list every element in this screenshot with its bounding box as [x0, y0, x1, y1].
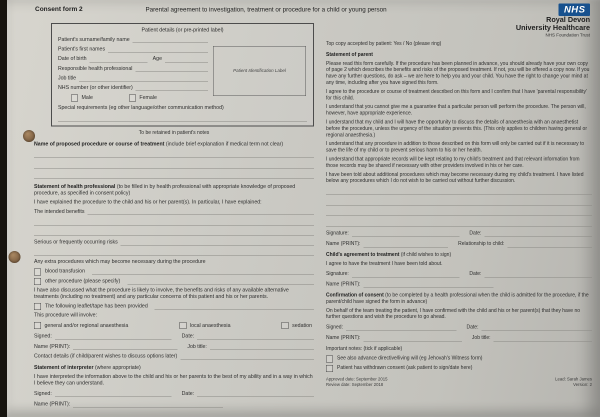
- health-professional-section: [34, 183, 314, 359]
- blank-line: [326, 210, 592, 216]
- blank-line: [34, 162, 314, 168]
- leaflet-option: [34, 303, 314, 310]
- blank-line: [326, 189, 592, 195]
- benefits-label: The intended benefits: [34, 208, 85, 215]
- blank-line: [34, 250, 314, 256]
- leaflet-line: [155, 304, 314, 310]
- special-requirements-label: Special requirements (eg other language/other communication method): [58, 104, 224, 111]
- risks-field: [34, 239, 314, 246]
- male-checkbox: [71, 94, 78, 101]
- confirmation-heading-bold: Confirmation of consent: [326, 292, 384, 298]
- other-procedure-checkbox: [34, 278, 41, 285]
- parent-paragraph: I agree to the procedure or course of treatment described on this form and I confirm that I have 'parental responsibility' for this child.: [326, 88, 587, 101]
- contact-details-line: [180, 354, 314, 360]
- interpreter-heading-note: (where appropriate): [94, 364, 141, 371]
- job-title-line: [79, 75, 208, 81]
- health-professional-heading-bold: Statement of health professional: [34, 183, 116, 190]
- blood-transfusion-line: [92, 269, 314, 275]
- hp-signature-row: [34, 333, 314, 340]
- child-agreement-heading-bold: Child's agreement to treatment: [326, 251, 400, 258]
- patient-id-label-text: Patient Identification Label: [233, 68, 286, 74]
- interpreter-signature-row: [34, 390, 314, 397]
- surname-field: [58, 37, 208, 44]
- confirmation-heading: [326, 292, 592, 305]
- procedure-name-heading-bold: Name of proposed procedure or course of treatment: [34, 140, 165, 147]
- relationship-line: [507, 241, 592, 247]
- health-professional-heading: [34, 183, 314, 196]
- benefits-line: [88, 209, 315, 215]
- parent-name-row: [326, 241, 592, 247]
- footer-version: Version: 2: [573, 381, 592, 387]
- page-title: Parental agreement to investigation, treatment or procedure for a child or young person: [145, 6, 387, 13]
- parent-paragraph: I understand that you cannot give me a guarantee that a particular person will perform the procedure. The person will, however, have appropriate experience.: [326, 104, 586, 117]
- blank-line: [326, 221, 592, 227]
- signed-label: Signed:: [326, 324, 343, 331]
- signature-line: [352, 272, 460, 278]
- benefits-field: [34, 209, 314, 216]
- first-names-line: [108, 47, 208, 53]
- interpreter-heading: [34, 364, 314, 371]
- withdrawn-consent-label: Patient has withdrawn consent (ask patient to sign/date here): [337, 364, 473, 371]
- parent-paragraph: I understand that appropriate records will be kept relating to my child's treatment and that relevant information from those records may be shared if necessary with other providers involved in his or her care.: [326, 156, 580, 169]
- signed-line: [55, 391, 172, 397]
- dob-line: [90, 56, 148, 62]
- footer-lead-version: [555, 376, 592, 387]
- parent-statement-heading: Statement of parent: [326, 51, 373, 58]
- general-anaesthesia-checkbox: [34, 322, 41, 329]
- local-anaesthesia-label: local anaesthesia: [189, 322, 231, 329]
- signature-label: Signature:: [326, 230, 349, 237]
- age-label: Age: [152, 55, 162, 62]
- date-line: [481, 325, 592, 331]
- child-agreement-heading-note: (if child wishes to sign): [400, 251, 452, 258]
- signed-label: Signed:: [34, 390, 52, 397]
- name-print-label: Name (PRINT):: [34, 401, 71, 407]
- date-line: [484, 231, 592, 237]
- first-names-label: Patient's first names: [58, 46, 106, 53]
- trust-lockup: [516, 4, 590, 38]
- general-anaesthesia-option: [34, 322, 128, 329]
- date-label: Date:: [181, 333, 195, 340]
- retain-note: To be retained in patient's notes: [138, 130, 210, 136]
- health-professional-heading-note: (to be filled in by health professional with appropriate knowledge of proposed procedure, as specified in consent policy): [34, 183, 296, 196]
- surname-line: [133, 37, 208, 43]
- job-title-label: Job title: [58, 74, 77, 81]
- hp-intro-text: I have explained the procedure to the child and his or her parent(s). In particular, I have explained:: [34, 198, 262, 205]
- job-title-label: Job title:: [187, 343, 207, 350]
- procedure-name-heading: [34, 141, 314, 148]
- patient-details-fields: [58, 37, 208, 102]
- child-name-row: [326, 282, 592, 288]
- responsible-line: [135, 66, 208, 72]
- right-column: [326, 23, 592, 408]
- advance-directive-label: See also advance directive/living will (eg Jehovah's Witness form): [337, 355, 483, 361]
- parent-signature-row: [326, 231, 592, 237]
- local-anaesthesia-checkbox: [179, 322, 186, 329]
- procedure-name-section: [34, 141, 314, 179]
- date-line: [484, 272, 592, 278]
- interpreter-body: I have interpreted the information above to the child and his or her parents to the best of my ability and in a way in which I believe they can understand.: [34, 373, 313, 386]
- dob-age-field: [58, 56, 208, 63]
- dob-label: Date of birth: [58, 55, 87, 62]
- left-column: [34, 23, 314, 408]
- review-date: Review date: September 2018: [326, 381, 384, 387]
- responsible-field: [58, 65, 208, 72]
- sedation-label: sedation: [292, 322, 312, 329]
- blank-line: [34, 230, 314, 236]
- date-label: Date:: [469, 271, 482, 277]
- hole-punch: [9, 251, 21, 263]
- male-label: Male: [81, 94, 93, 101]
- parent-paragraph: Please read this form carefully. If the procedure has been planned in advance, you should already have your own copy of page 2 which describes the benefits and risks of the proposed treatment. If not, you will be offered a copy now. If you have any further questions, do ask – we are here to help you and your child. You have the right to change your mind at any time, including after you have signed this form.: [326, 60, 590, 86]
- risks-label: Serious or frequently occurring risks: [34, 239, 118, 246]
- signature-line: [352, 231, 460, 237]
- discussed-text: I have also discussed what the procedure is likely to involve, the benefits and risks of any available alternative treatments (including no treatment) and any particular concerns of this patient and his or her parents.: [34, 286, 289, 300]
- blank-line: [326, 200, 592, 206]
- nhs-number-label: NHS number (or other identifier): [58, 84, 133, 91]
- job-title-field: [58, 75, 208, 82]
- signed-line: [55, 334, 172, 340]
- trust-name-line1: Royal Devon: [546, 16, 590, 24]
- important-notes-heading: Important notes: (tick if applicable): [326, 345, 403, 352]
- interpreter-section: [34, 364, 314, 407]
- extra-procedures-label: Any extra procedures which may become necessary during the procedure: [34, 258, 206, 265]
- nhs-logo: NHS: [558, 4, 590, 17]
- form-columns: [7, 23, 600, 408]
- female-option: [129, 94, 157, 101]
- other-procedure-line: [127, 278, 314, 284]
- withdrawn-consent-option: [326, 365, 592, 372]
- blank-line: [34, 220, 314, 226]
- leaflet-label: The following leaflet/tape has been provided: [45, 302, 148, 309]
- blank-line: [34, 173, 314, 179]
- parent-paragraph: I understand that my child and I will have the opportunity to discuss the details of anaesthesia with an anaesthetist before the procedure, unless the urgency of the situation prevents this. (This only applies to children having general or regional anaesthesia.): [326, 119, 587, 138]
- child-agreement-heading: [326, 252, 592, 258]
- patient-details-title: Patient details (or pre-printed label): [141, 27, 224, 33]
- name-print-line: [73, 344, 177, 350]
- responsible-label: Responsible health professional: [58, 65, 133, 72]
- date-line: [197, 391, 314, 397]
- form-number-label: Consent form 2: [35, 5, 83, 13]
- signature-label: Signature:: [326, 271, 349, 277]
- footer-lead: Lead: Sarah James: [555, 376, 592, 382]
- trust-name-line3: NHS Foundation Trust: [545, 32, 590, 38]
- job-title-line: [210, 344, 314, 350]
- interpreter-name-row: [34, 401, 314, 408]
- relationship-label: Relationship to child:: [458, 240, 505, 247]
- hp-name-row: [34, 344, 314, 351]
- signed-line: [346, 325, 457, 331]
- involve-options: [34, 322, 314, 329]
- first-names-field: [58, 46, 208, 53]
- contact-details-field: [34, 353, 314, 360]
- advance-directive-checkbox: [326, 355, 333, 362]
- female-checkbox: [129, 94, 136, 101]
- top-copy-note: Top copy accepted by patient: Yes / No (please ring): [326, 41, 442, 47]
- local-anaesthesia-option: [179, 322, 230, 329]
- name-print-line: [363, 282, 493, 288]
- confirmation-name-row: [326, 335, 592, 341]
- other-procedure-option: [34, 278, 314, 285]
- name-print-label: Name (PRINT):: [326, 281, 361, 288]
- blank-line: [34, 152, 314, 158]
- name-print-line: [363, 241, 448, 247]
- age-line: [165, 56, 208, 62]
- name-print-label: Name (PRINT):: [326, 334, 361, 341]
- sex-checkboxes: [71, 94, 208, 101]
- contact-details-label: Contact details (if child/parent wishes to discuss options later): [34, 353, 178, 360]
- advance-directive-option: [326, 355, 592, 362]
- form-footer: [326, 376, 592, 387]
- nhs-number-line: [136, 85, 208, 91]
- other-procedure-label: other procedure (please specify): [45, 277, 121, 284]
- withdrawn-consent-checkbox: [326, 365, 333, 372]
- involve-label: This procedure will involve:: [34, 312, 98, 318]
- blood-transfusion-label: blood transfusion: [45, 268, 85, 275]
- female-label: Female: [139, 94, 157, 101]
- risks-line: [121, 240, 314, 246]
- trust-name-line2: University Healthcare: [515, 24, 590, 33]
- parent-paragraph: I understand that any procedure in addition to those described on this form will only be carried out if it is necessary to save the life of my child or to prevent serious harm to his or her health.: [326, 141, 585, 154]
- nhs-number-field: [58, 84, 208, 91]
- date-label: Date:: [181, 390, 195, 397]
- date-label: Date:: [469, 230, 482, 237]
- name-print-label: Name (PRINT):: [34, 343, 71, 350]
- child-agreement-body: I agree to have the treatment I have been told about.: [326, 260, 443, 267]
- patient-id-label-box: [213, 46, 306, 96]
- job-title-label: Job title:: [471, 334, 491, 341]
- male-option: [71, 94, 93, 101]
- confirmation-body: On behalf of the team treating the patient, I have confirmed with the child and his or her parent(s) that they have no further questions and wish the procedure to go ahead.: [326, 307, 581, 320]
- blood-transfusion-checkbox: [34, 268, 41, 275]
- surname-label: Patient's surname/family name: [58, 36, 130, 43]
- sedation-option: [282, 322, 312, 329]
- procedure-name-heading-note: (include brief explanation if medical term not clear): [165, 140, 284, 147]
- child-signature-row: [326, 271, 592, 277]
- name-print-line: [73, 402, 223, 408]
- leaflet-checkbox: [34, 303, 41, 310]
- confirmation-heading-note: (to be completed by a health professional when the child is admitted for the procedure, if the parent/child have signed the form in advance): [326, 292, 589, 305]
- consent-form-page: [7, 0, 600, 417]
- signed-label: Signed:: [34, 333, 52, 340]
- job-title-line: [494, 335, 592, 341]
- interpreter-heading-bold: Statement of interpreter: [34, 364, 94, 371]
- blood-transfusion-option: [34, 268, 314, 275]
- name-print-label: Name (PRINT):: [326, 240, 361, 247]
- special-requirements-line: [58, 116, 307, 122]
- hole-punch: [23, 130, 35, 142]
- footer-dates: [326, 376, 387, 387]
- date-line: [197, 334, 314, 340]
- general-anaesthesia-label: general and/or regional anaesthesia: [44, 322, 129, 329]
- patient-details-box: [51, 23, 314, 127]
- special-requirements-field: [58, 104, 307, 111]
- date-label: Date:: [466, 324, 479, 331]
- sedation-checkbox: [282, 322, 289, 329]
- name-print-line: [363, 335, 461, 341]
- parent-paragraph: I have been told about additional procedures which may become necessary during my child's treatment. I have listed below any procedures which I do not wish to be carried out without further discussion.: [326, 171, 584, 184]
- approved-date: Approved date: September 2015: [326, 376, 388, 382]
- confirmation-signature-row: [326, 325, 592, 331]
